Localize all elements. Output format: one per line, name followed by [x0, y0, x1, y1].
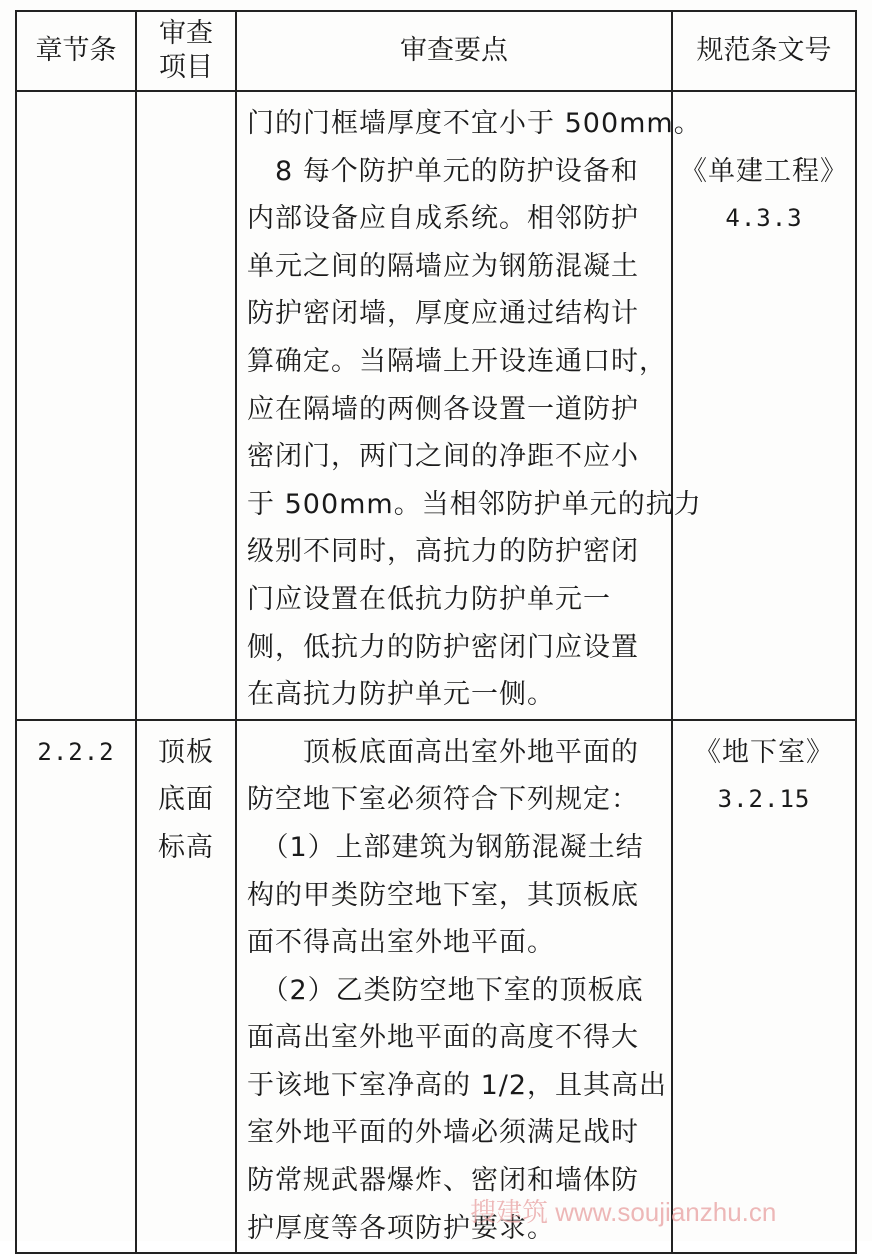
item-line: 标高 — [158, 831, 214, 863]
review-point-line: （1）上部建筑为钢筋混凝土结 — [247, 831, 644, 863]
review-point-line: 内部设备应自成系统。相邻防护 — [247, 203, 639, 235]
header-item-line1: 审查 — [159, 18, 213, 49]
header-item — [136, 11, 236, 91]
review-point-line: 护厚度等各项防护要求。 — [247, 1212, 555, 1244]
review-point-line: 单元之间的隔墙应为钢筋混凝土 — [247, 250, 639, 282]
ref-title: 《单建工程》 — [680, 155, 848, 187]
review-point-line: 防护密闭墙，厚度应通过结构计 — [247, 298, 639, 330]
header-ref: 规范条文号 — [672, 11, 856, 91]
review-point-line: 面不得高出室外地平面。 — [247, 927, 555, 959]
section-number: 2.2.2 — [37, 737, 115, 766]
points-cell — [236, 720, 672, 1254]
item-line: 底面 — [158, 784, 214, 816]
ref-cell — [672, 91, 856, 720]
ref-cell — [672, 720, 856, 1254]
watermark: 搜建筑 www.soujianzhu.cn — [470, 1197, 777, 1227]
review-point-line: 防常规武器爆炸、密闭和墙体防 — [247, 1165, 639, 1197]
review-point-line: 级别不同时，高抗力的防护密闭 — [247, 536, 639, 568]
review-point-line: 防空地下室必须符合下列规定： — [247, 784, 639, 816]
review-point-line: 算确定。当隔墙上开设连通口时， — [247, 345, 667, 377]
points-cell — [236, 91, 702, 720]
review-point-line: 密闭门，两门之间的净距不应小 — [247, 441, 639, 473]
review-table — [15, 10, 857, 1254]
section-cell — [16, 720, 136, 1254]
review-point-line: （2）乙类防空地下室的顶板底 — [247, 974, 644, 1006]
header-item-line2: 项目 — [159, 52, 213, 83]
review-point-line: 面高出室外地平面的高度不得大 — [247, 1022, 639, 1054]
section-cell — [16, 91, 136, 720]
ref-clause: 3.2.15 — [717, 785, 811, 814]
review-point-line: 8 每个防护单元的防护设备和 — [247, 155, 639, 187]
header-section: 章节条 — [16, 11, 136, 91]
table-header-row — [16, 11, 856, 91]
review-point-line: 于该地下室净高的 1/2，且其高出 — [247, 1069, 668, 1101]
review-point-line: 在高抗力防护单元一侧。 — [247, 679, 555, 711]
item-cell — [136, 91, 236, 720]
table-row — [16, 91, 856, 720]
section-number — [17, 100, 135, 148]
review-point-line: 门应设置在低抗力防护单元一 — [247, 583, 611, 615]
item-line: 顶板 — [158, 736, 214, 768]
review-point-line: 构的甲类防空地下室，其顶板底 — [247, 879, 639, 911]
table-row — [16, 720, 856, 1254]
review-point-line: 于 500mm。当相邻防护单元的抗力 — [247, 488, 702, 520]
review-point-line: 顶板底面高出室外地平面的 — [247, 736, 639, 768]
review-point-line: 室外地平面的外墙必须满足战时 — [247, 1117, 639, 1149]
ref-clause: 4.3.3 — [725, 204, 803, 233]
review-point-line: 应在隔墙的两侧各设置一道防护 — [247, 393, 639, 425]
review-point-line: 侧，低抗力的防护密闭门应设置 — [247, 631, 639, 663]
ref-title: 《地下室》 — [694, 736, 834, 768]
item-cell — [136, 720, 236, 1254]
review-point-line: 门的门框墙厚度不宜小于 500mm。 — [247, 108, 702, 139]
header-points: 审查要点 — [236, 11, 672, 91]
